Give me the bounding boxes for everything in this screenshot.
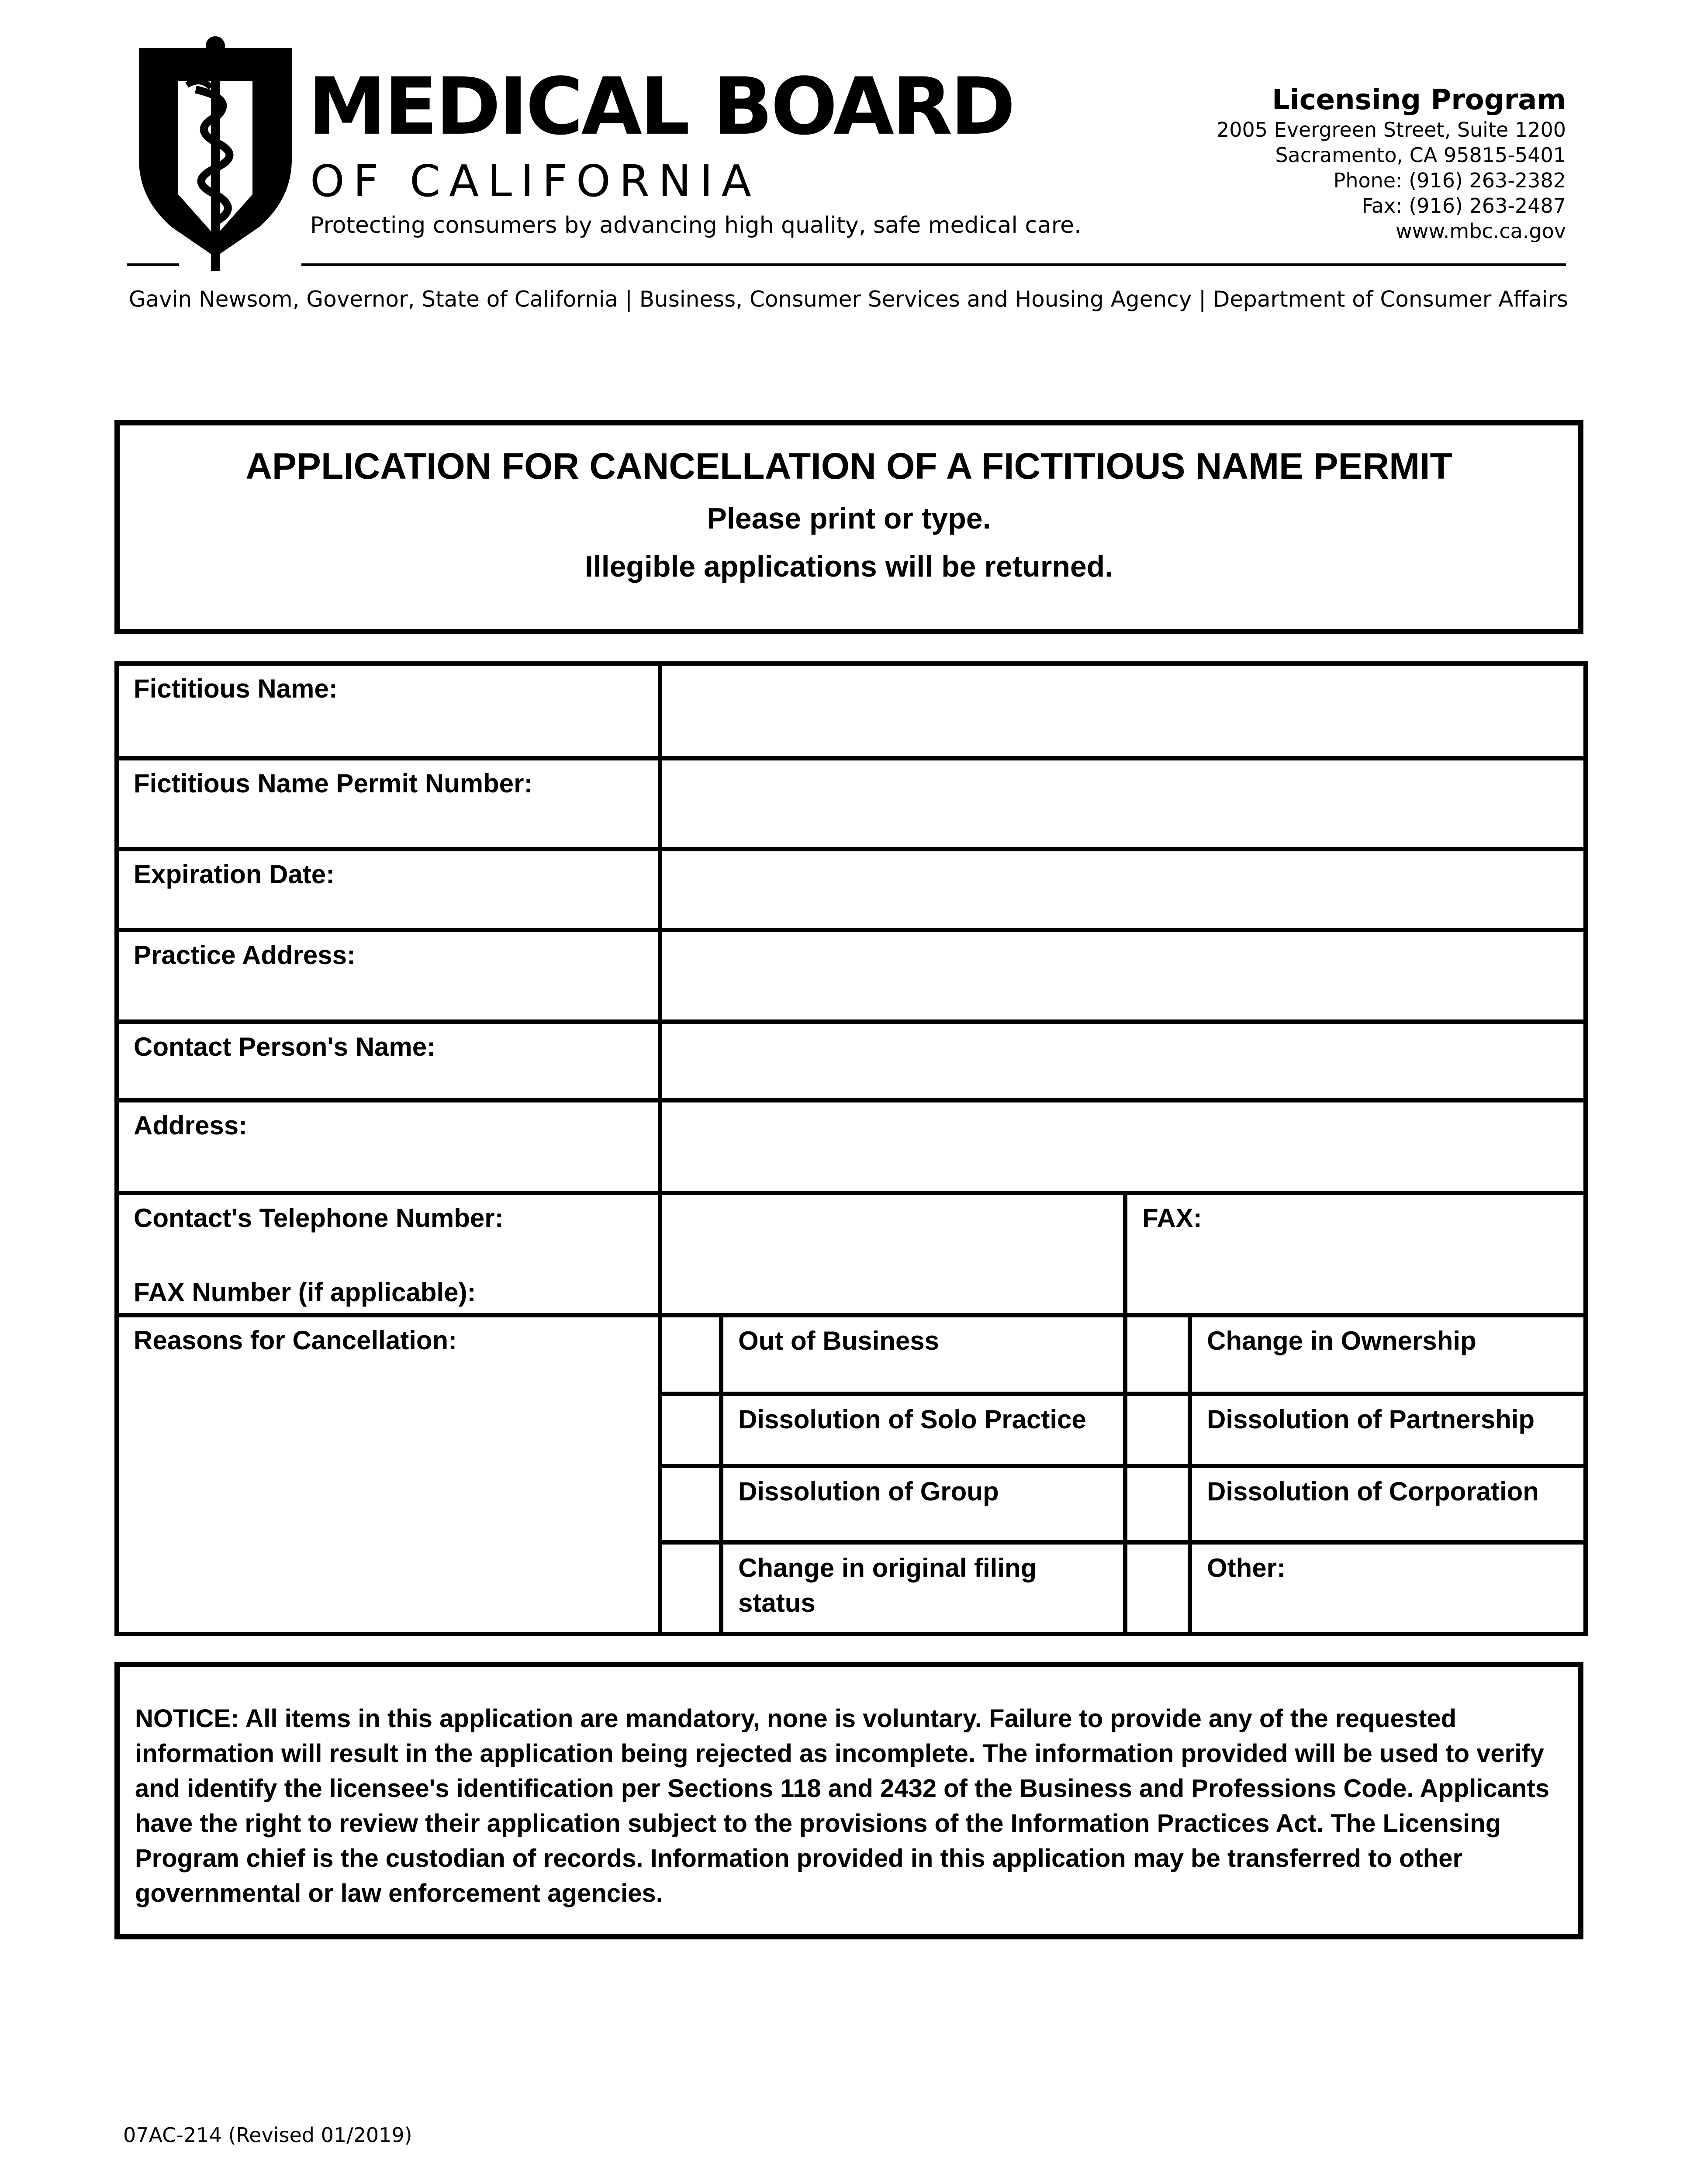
dissolution-partnership-option: Dissolution of Partnership xyxy=(1190,1394,1586,1466)
program-name: Licensing Program xyxy=(1272,84,1566,116)
fax-number: Fax: (916) 263-2487 xyxy=(1362,194,1566,218)
dissolution-solo-option: Dissolution of Solo Practice xyxy=(721,1394,1125,1466)
telephone-fax-label-cell xyxy=(117,1193,660,1315)
agency-line: Gavin Newsom, Governor, State of California | Business, Consumer Services and Housing Agency | Department of Consumer Affairs xyxy=(128,287,1568,312)
out-of-business-option: Out of Business xyxy=(721,1315,1125,1394)
form-instruction: Please print or type. xyxy=(707,502,991,535)
dissolution-corporation-option: Dissolution of Corporation xyxy=(1190,1466,1586,1542)
brand-subtitle: OF CALIFORNIA xyxy=(310,156,760,207)
application-form xyxy=(114,661,1583,1636)
permit-number-field[interactable] xyxy=(660,758,1586,849)
fax-label: FAX: xyxy=(1142,1203,1202,1233)
fax-number-label: FAX Number (if applicable): xyxy=(134,1278,476,1307)
brand-tagline: Protecting consumers by advancing high quality, safe medical care. xyxy=(310,212,1082,238)
other-option[interactable]: Other: xyxy=(1190,1542,1586,1634)
medical-board-seal-icon xyxy=(130,28,301,273)
fictitious-name-field[interactable] xyxy=(660,663,1586,758)
dissolution-group-checkbox[interactable] xyxy=(660,1466,721,1542)
fax-field[interactable] xyxy=(1125,1193,1586,1315)
header-divider-short xyxy=(127,263,179,266)
other-checkbox[interactable] xyxy=(1125,1542,1190,1634)
out-of-business-checkbox[interactable] xyxy=(660,1315,721,1394)
street-address: 2005 Evergreen Street, Suite 1200 xyxy=(1216,118,1566,142)
dissolution-solo-checkbox[interactable] xyxy=(660,1394,721,1466)
contact-name-label: Contact Person's Name: xyxy=(117,1022,660,1100)
telephone-label: Contact's Telephone Number: xyxy=(134,1203,504,1233)
expiration-date-label: Expiration Date: xyxy=(117,849,660,930)
city-state-zip: Sacramento, CA 95815-5401 xyxy=(1275,143,1566,167)
change-filing-status-checkbox[interactable] xyxy=(660,1542,721,1634)
form-title: APPLICATION FOR CANCELLATION OF A FICTITIOUS NAME PERMIT xyxy=(245,446,1452,487)
brand-title: MEDICAL BOARD xyxy=(308,61,1013,152)
fictitious-name-label: Fictitious Name: xyxy=(117,663,660,758)
form-warning: Illegible applications will be returned. xyxy=(584,550,1113,583)
form-title-box xyxy=(114,420,1583,634)
form-number: 07AC-214 (Revised 01/2019) xyxy=(123,2123,412,2147)
website-link[interactable]: www.mbc.ca.gov xyxy=(1396,219,1566,243)
permit-number-label: Fictitious Name Permit Number: xyxy=(117,758,660,849)
contact-name-field[interactable] xyxy=(660,1022,1586,1100)
phone-number: Phone: (916) 263-2382 xyxy=(1333,169,1566,192)
header-divider xyxy=(301,263,1566,266)
privacy-notice: NOTICE: All items in this application are mandatory, none is voluntary. Failure to provide any of the requested information will result in the application being rejected as incomplete. The information provided will be used to verify and identify the licensee's identification per Sections 118 and 2432 of the Business and Professions Code. Applicants have the right to review their application subject to the provisions of the Information Practices Act. The Licensing Program chief is the custodian of records. Information provided in this application may be transferred to other governmental or law enforcement agencies. xyxy=(114,1662,1583,1939)
address-field[interactable] xyxy=(660,1100,1586,1193)
change-in-ownership-checkbox[interactable] xyxy=(1125,1315,1190,1394)
expiration-date-field[interactable] xyxy=(660,849,1586,930)
dissolution-partnership-checkbox[interactable] xyxy=(1125,1394,1190,1466)
practice-address-label: Practice Address: xyxy=(117,930,660,1022)
address-label: Address: xyxy=(117,1100,660,1193)
change-in-ownership-option: Change in Ownership xyxy=(1190,1315,1586,1394)
dissolution-group-option: Dissolution of Group xyxy=(721,1466,1125,1542)
telephone-field[interactable] xyxy=(660,1193,1125,1315)
office-address-block xyxy=(1217,83,1566,244)
practice-address-field[interactable] xyxy=(660,930,1586,1022)
change-filing-status-option: Change in original filing status xyxy=(721,1542,1125,1634)
reasons-label: Reasons for Cancellation: xyxy=(117,1315,660,1634)
dissolution-corporation-checkbox[interactable] xyxy=(1125,1466,1190,1542)
